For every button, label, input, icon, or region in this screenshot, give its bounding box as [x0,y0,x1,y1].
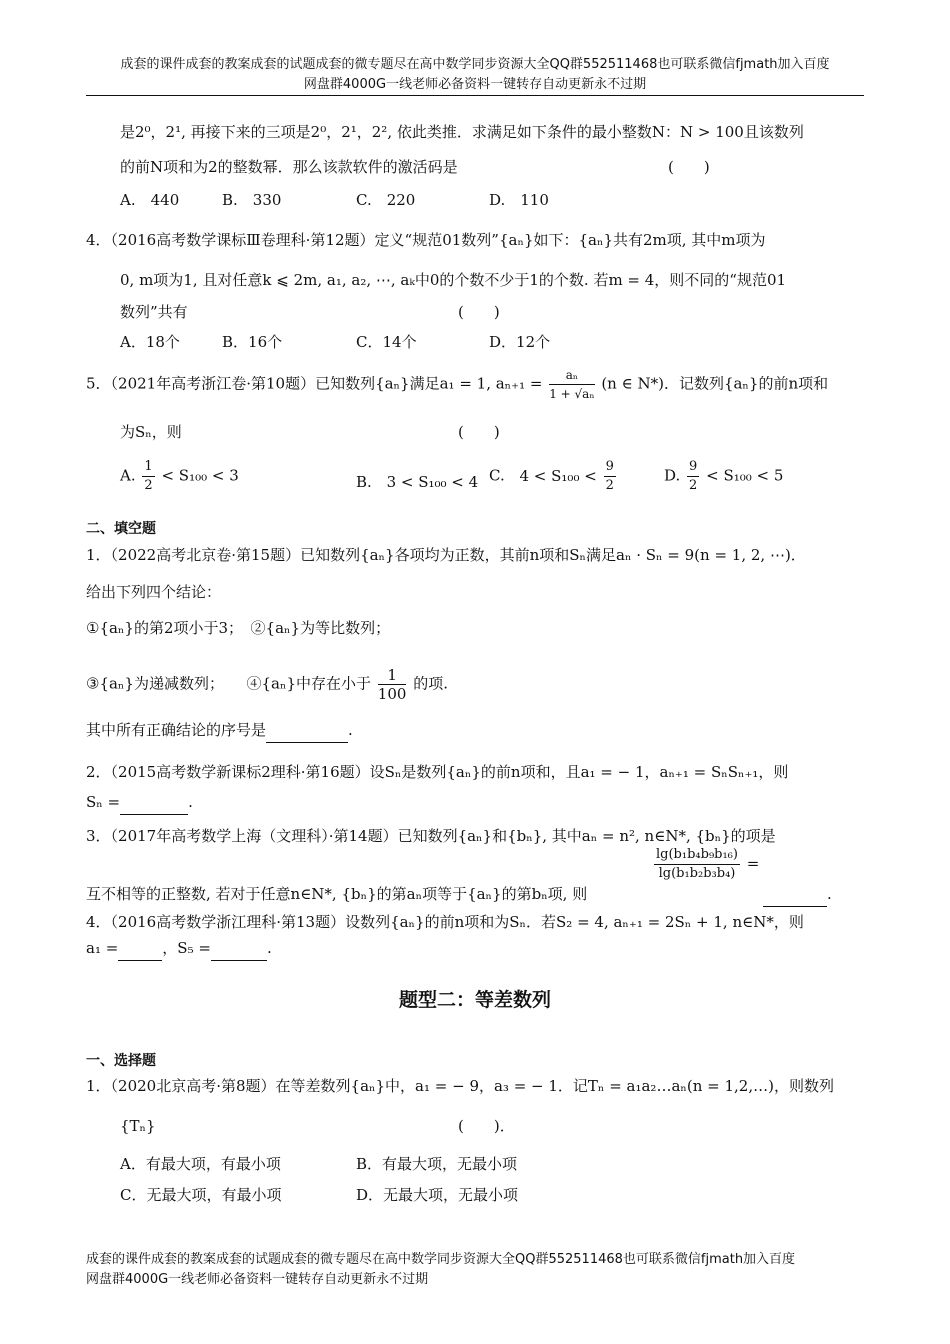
f2-answer-blank[interactable] [120,790,188,815]
section-title-arithmetic: 题型二：等差数列 [398,989,551,1011]
q4-option-d: D．12个 [489,333,551,351]
q5-line-1 [86,366,828,403]
f1-line-5-text: 其中所有正确结论的序号是 [86,721,267,739]
header-line-2: 网盘群4000G一线老师必备资料一键转存自动更新永不过期 [303,77,647,92]
f2-line-1: 2．（2015高考数学新课标2理科·第16题）设Sₙ是数列{aₙ}的前n项和，且a₁ = − 1，aₙ₊₁ = SₙSₙ₊₁，则 [86,763,789,781]
f3-fraction [654,846,740,883]
f1-fraction-num: 1 [378,666,407,685]
q5-option-b-label: B. [356,473,372,491]
f2-line-2 [86,790,193,815]
q4-line-3: 数列”共有 [120,303,188,321]
f1-line-5-end: . [348,721,353,739]
c1-option-b: B．有最大项，无最小项 [356,1155,518,1173]
f1-line-5 [86,718,353,743]
f1-fraction [378,666,407,703]
q5-option-d-den: 2 [689,478,698,493]
f2-line-2-text: Sₙ = [86,793,121,811]
q5-option-d-num: 9 [687,458,699,477]
f3-equals: = [746,854,760,873]
f1-line-2: 给出下列四个结论： [86,583,222,601]
q5-option-a-frac [142,458,154,495]
q5-option-a-num: 1 [142,458,154,477]
f2-line-2-end: . [188,793,193,811]
q5-option-b-text: 3 < S₁₀₀ < 4 [386,473,479,491]
c1-option-c: C．无最大项，有最小项 [120,1186,282,1204]
f1-line-1: 1．（2022高考北京卷·第15题）已知数列{aₙ}各项均为正数，其前n项和Sₙ满足aₙ · Sₙ = 9(n = 1, 2, ⋯)． [86,546,806,564]
f1-fraction-den: 100 [377,685,407,703]
f4-answer-blank-s5[interactable] [211,936,267,961]
q3-option-c: C. 220 [356,191,416,209]
footer-line-2: 网盘群4000G一线老师必备资料一键转存自动更新永不过期 [86,1272,429,1287]
q4-line-1: 4．（2016高考数学课标Ⅲ卷理科·第12题）定义“规范01数列”{aₙ}如下：{aₙ}共有2m项, 其中m项为 [86,231,766,249]
q4-answer-paren: ( ) [458,303,500,321]
f4-line-2-a: a₁ = [86,939,119,957]
q5-fraction-num: aₙ [549,366,594,385]
f3-line-2-end: . [827,885,832,903]
q5-line-1-text-b: (n ∈ N*)．记数列{aₙ}的前n项和 [601,374,829,393]
f4-line-2-end: . [266,939,272,957]
q5-fraction [549,366,594,403]
q5-option-a [120,458,239,495]
q5-option-b [356,470,478,494]
f3-line-1: 3．（2017年高考数学上海（文理科）·第14题）已知数列{aₙ}和{bₙ}, 其中aₙ = n², n∈N*, {bₙ}的项是 [86,827,776,845]
section-heading-fill: 二、填空题 [86,521,156,537]
c1-line-2: {Tₙ} [120,1117,156,1135]
page-footer [86,1250,864,1290]
f1-line-4-text-b: 的项. [413,674,448,693]
c1-option-a: A．有最大项，有最小项 [120,1155,281,1173]
q5-option-d [664,458,783,495]
c1-line-1: 1．（2020北京高考·第8题）在等差数列{aₙ}中，a₁ = − 9，a₃ = − 1．记Tₙ = a₁a₂…aₙ(n = 1,2,…)，则数列 [86,1077,834,1095]
q5-option-d-label: D. [664,466,681,485]
q5-option-c-den: 2 [605,478,614,493]
q5-option-c-num: 9 [604,458,616,477]
header-line-1: 成套的课件成套的教案成套的试题成套的微专题尽在高中数学同步资源大全QQ群552511468也可联系微信fjmath加入百度 [120,57,830,72]
q5-option-c-frac [604,458,616,495]
f3-fraction-wrap [652,846,759,883]
q5-option-a-label: A. [120,466,136,485]
header-divider [86,95,864,96]
q3-line-1: 是2⁰，2¹, 再接下来的三项是2⁰，2¹，2², 依此类推．求满足如下条件的最小整数N：N > 100且该数列 [120,123,804,141]
q5-answer-paren: ( ) [458,423,500,441]
q4-option-b: B．16个 [222,333,283,351]
c1-answer-paren: ( )． [458,1117,515,1135]
f3-fraction-den: lg(b₁b₂b₃b₄) [658,866,736,881]
f4-line-2-b: ，S₅ = [162,939,211,957]
q4-line-2: 0, m项为1, 且对任意k ⩽ 2m, a₁, a₂, ⋯, aₖ中0的个数不少于1的个数. 若m = 4，则不同的“规范01 [120,271,787,289]
q5-option-c [489,458,618,495]
f3-answer [763,882,832,907]
footer-line-1: 成套的课件成套的教案成套的试题成套的微专题尽在高中数学同步资源大全QQ群552511468也可联系微信fjmath加入百度 [86,1252,796,1267]
q5-line-2: 为Sₙ，则 [120,423,182,441]
q5-option-a-text: < S₁₀₀ < 3 [161,466,239,485]
q3-line-2-text: 的前N项和为2的整数幂．那么该款软件的激活码是 [120,158,458,176]
q3-option-a: A. 440 [120,191,180,209]
q5-option-d-text: < S₁₀₀ < 5 [706,466,784,485]
page-header [86,55,864,95]
f1-line-4 [86,666,448,703]
q4-option-a: A．18个 [120,333,180,351]
q5-line-1-text-a: 5．（2021年高考浙江卷·第10题）已知数列{aₙ}满足a₁ = 1, aₙ₊₁ = [86,374,543,393]
q5-option-c-text: 4 < S₁₀₀ < [519,466,597,485]
q3-answer-paren: ( ) [668,158,710,176]
f4-line-2 [86,936,272,961]
q3-option-b: B. 330 [222,191,282,209]
c1-option-d: D．无最大项，无最小项 [356,1186,519,1204]
q5-option-a-den: 2 [144,478,153,493]
f1-line-3: ①{aₙ}的第2项小于3； ②{aₙ}为等比数列； [86,619,391,637]
q5-option-d-frac [687,458,699,495]
f1-answer-blank[interactable] [266,718,348,743]
q3-option-d: D. 110 [489,191,549,209]
q4-option-c: C．14个 [356,333,417,351]
f1-line-4-text-a: ③{aₙ}为递减数列； ④{aₙ}中存在小于 [86,674,371,693]
f4-answer-blank-a1[interactable] [118,936,162,961]
section-heading-choice: 一、选择题 [86,1053,156,1069]
q5-option-c-label: C. [489,466,505,485]
f3-line-2 [86,882,587,906]
q5-fraction-den: 1 + √aₙ [549,387,595,401]
f3-line-2-text: 互不相等的正整数, 若对于任意n∈N*, {bₙ}的第aₙ项等于{aₙ}的第bₙ项, 则 [86,885,588,903]
q3-line-2 [120,155,458,179]
f3-fraction-num: lg(b₁b₄b₉b₁₆) [654,846,740,865]
f4-line-1: 4．（2016高考数学浙江理科·第13题）设数列{aₙ}的前n项和为Sₙ．若S₂ = 4, aₙ₊₁ = 2Sₙ + 1, n∈N*，则 [86,913,804,931]
f3-answer-blank[interactable] [763,882,827,907]
